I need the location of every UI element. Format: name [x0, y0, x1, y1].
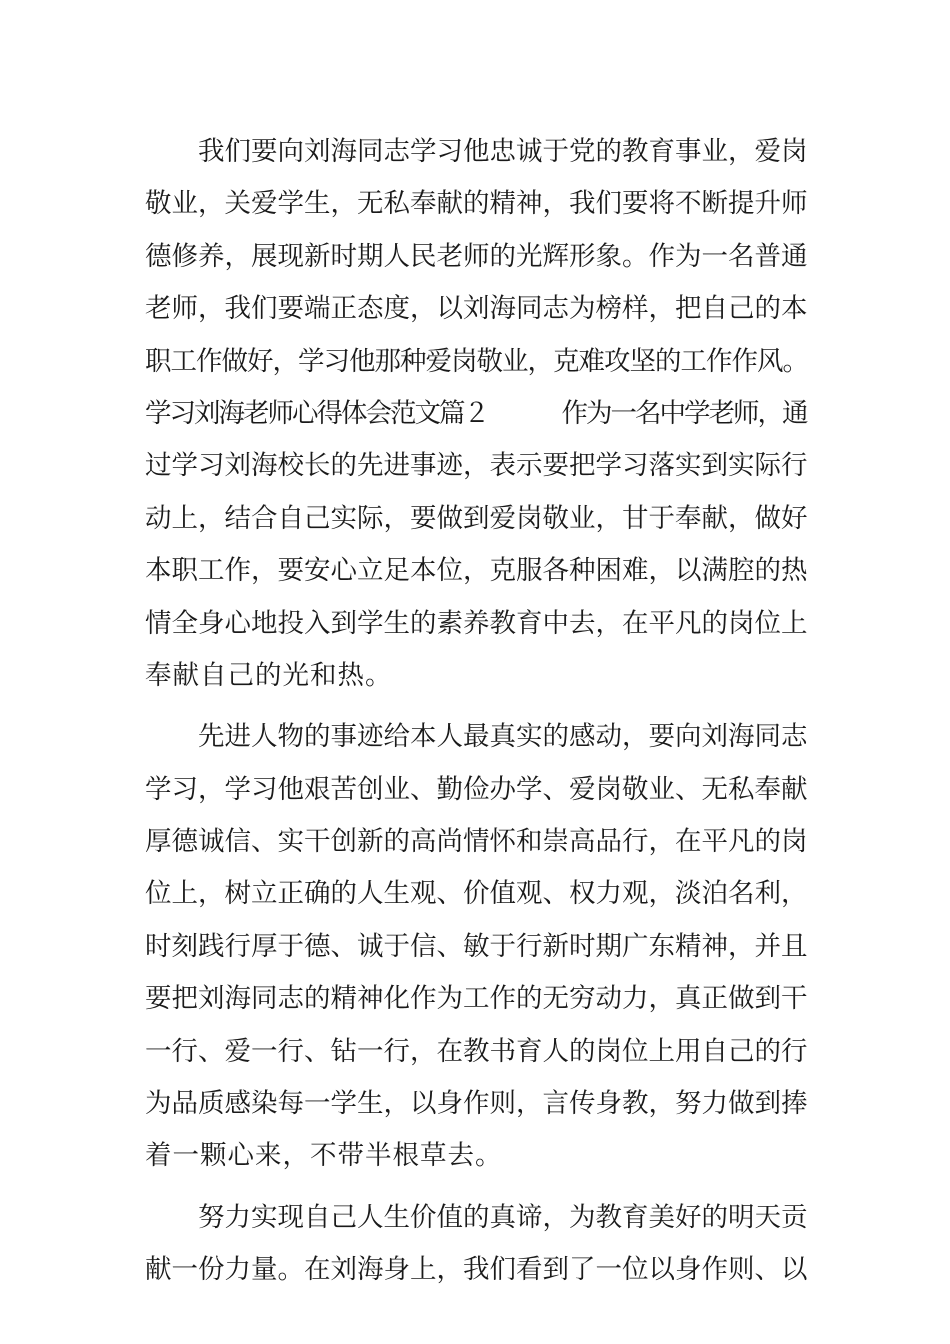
text-line: 着一颗心来，不带半根草去。: [145, 1140, 503, 1172]
text-line: 动上，结合自己实际，要做到爱岗敬业，甘于奉献，做好: [145, 502, 808, 534]
text-line: 位上，树立正确的人生观、价值观、权力观，淡泊名利，: [145, 878, 808, 910]
text-line: 一行、爱一行、钻一行，在教书育人的岗位上用自己的行: [145, 1035, 808, 1067]
text-line: 要把刘海同志的精神化作为工作的无穷动力，真正做到干: [145, 983, 808, 1015]
text-line: 我们要向刘海同志学习他忠诚于党的教育事业，爱岗: [198, 136, 808, 167]
text-line: 时刻践行厚于德、诚于信、敏于行新时期广东精神，并且: [145, 930, 808, 962]
document-body: [145, 126, 810, 1297]
text-line: 为品质感染每一学生，以身作则，言传身教，努力做到捧: [145, 1088, 808, 1120]
text-line: 厚德诚信、实干创新的高尚情怀和崇高品行，在平凡的岗: [145, 826, 808, 858]
text-line: 先进人物的事迹给本人最真实的感动，要向刘海同志: [198, 721, 808, 753]
text-line: 情全身心地投入到学生的素养教育中去，在平凡的岗位上: [145, 607, 808, 639]
text-line: 过学习刘海校长的先进事迹，表示要把学习落实到实际行: [145, 450, 808, 482]
text-line: 本职工作，要安心立足本位，克服各种困难，以满腔的热: [145, 555, 808, 587]
text-line: 学习刘海老师心得体会范文篇２ 作为一名中学老师，通: [145, 397, 807, 429]
text-line: 学习，学习他艰苦创业、勤俭办学、爱岗敬业、无私奉献: [145, 773, 808, 805]
text-line: 德修养，展现新时期人民老师的光辉形象。作为一名普通: [145, 240, 808, 272]
text-line: 努力实现自己人生价值的真谛，为教育美好的明天贡: [198, 1201, 808, 1233]
text-line: 老师，我们要端正态度，以刘海同志为榜样，把自己的本: [145, 293, 808, 325]
text-line: 职工作做好，学习他那种爱岗敬业，克难攻坚的工作作风。: [145, 345, 808, 377]
text-line: 奉献自己的光和热。: [145, 659, 393, 691]
text-line: 敬业，关爱学生，无私奉献的精神，我们要将不断提升师: [145, 188, 808, 220]
text-line: 献一份力量。在刘海身上，我们看到了一位以身作则、以: [145, 1254, 808, 1286]
